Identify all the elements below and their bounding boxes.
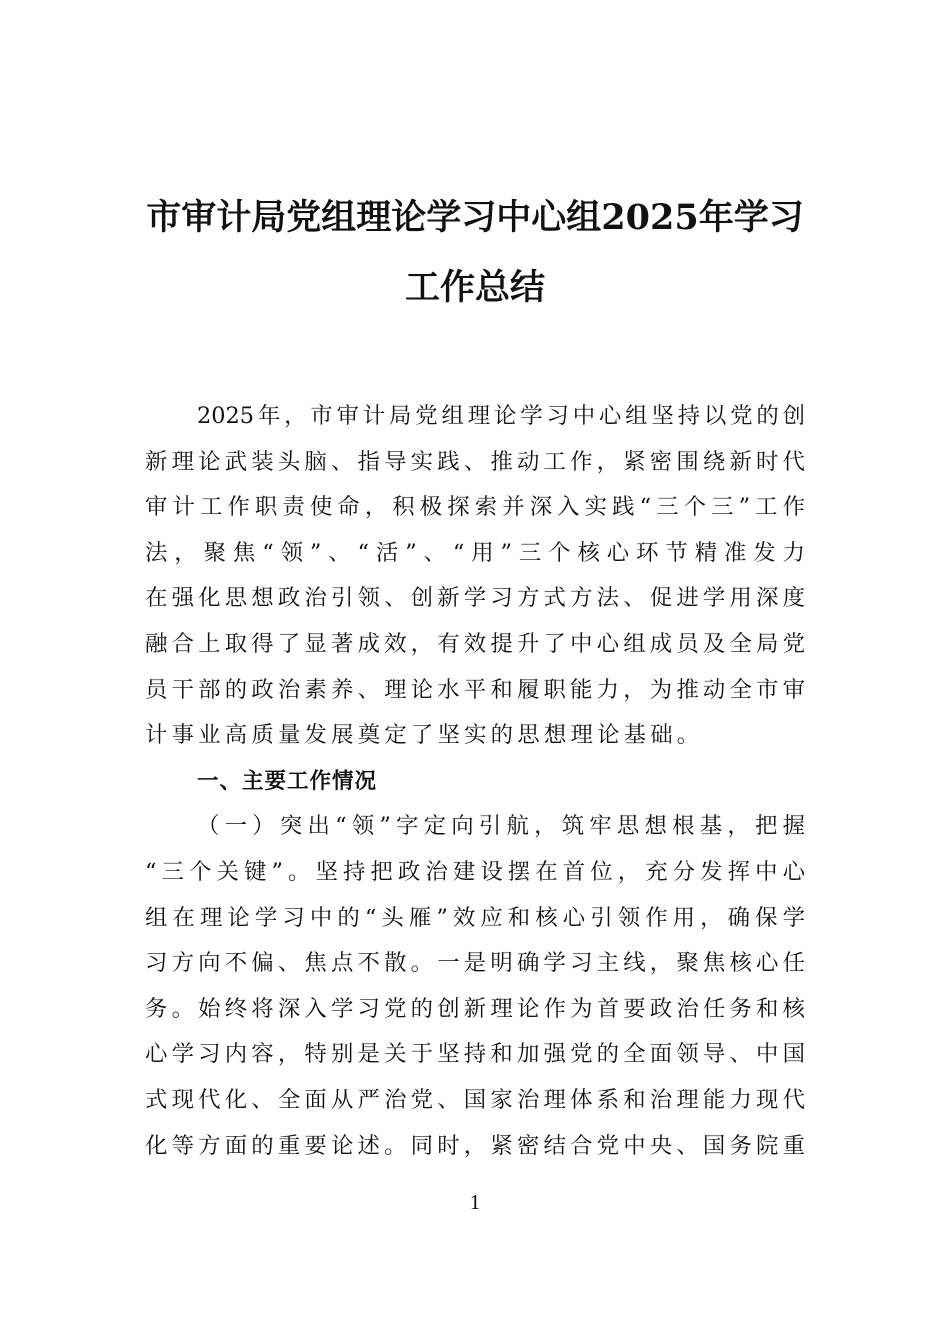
paragraph-line: 计事业高质量发展奠定了坚实的思想理论基础。 — [145, 722, 704, 749]
paragraph-line: 式现代化、全面从严治党、国家治理体系和治理能力现代 — [145, 1086, 805, 1113]
document-body — [145, 394, 805, 1169]
page-number: 1 — [469, 1190, 481, 1214]
paragraph-line: 法，聚焦“领”、“活”、“用”三个核心环节精准发力 — [145, 539, 805, 566]
paragraph-line: （一）突出“领”字定向引航，筑牢思想根基，把握 — [197, 813, 805, 840]
paragraph-line: 组在理论学习中的“头雁”效应和核心引领作用，确保学 — [145, 904, 805, 931]
paragraph-line: 审计工作职责使命，积极探索并深入实践“三个三”工作 — [145, 494, 805, 521]
document-title-line-2: 工作总结 — [404, 267, 545, 308]
paragraph-line: 习方向不偏、焦点不散。一是明确学习主线，聚焦核心任 — [145, 950, 805, 977]
paragraph-line: 心学习内容，特别是关于坚持和加强党的全面领导、中国 — [145, 1041, 805, 1068]
paragraph-line: 融合上取得了显著成效，有效提升了中心组成员及全局党 — [145, 630, 805, 657]
paragraph-line: 务。始终将深入学习党的创新理论作为首要政治任务和核 — [145, 995, 805, 1022]
paragraph-line: “三个关键”。坚持把政治建设摆在首位，充分发挥中心 — [145, 858, 805, 885]
paragraph-line: 在强化思想政治引领、创新学习方式方法、促进学用深度 — [145, 585, 805, 612]
paragraph-line: 2025年，市审计局党组理论学习中心组坚持以党的创 — [197, 403, 805, 429]
paragraph-line: 新理论武装头脑、指导实践、推动工作，紧密围绕新时代 — [145, 448, 805, 475]
section-heading: 一、主要工作情况 — [197, 768, 378, 794]
document-title-line-1: 市审计局党组理论学习中心组2025年学习 — [146, 197, 804, 238]
paragraph-line: 化等方面的重要论述。同时，紧密结合党中央、国务院重 — [145, 1132, 805, 1159]
paragraph-line: 员干部的政治素养、理论水平和履职能力，为推动全市审 — [145, 676, 805, 703]
